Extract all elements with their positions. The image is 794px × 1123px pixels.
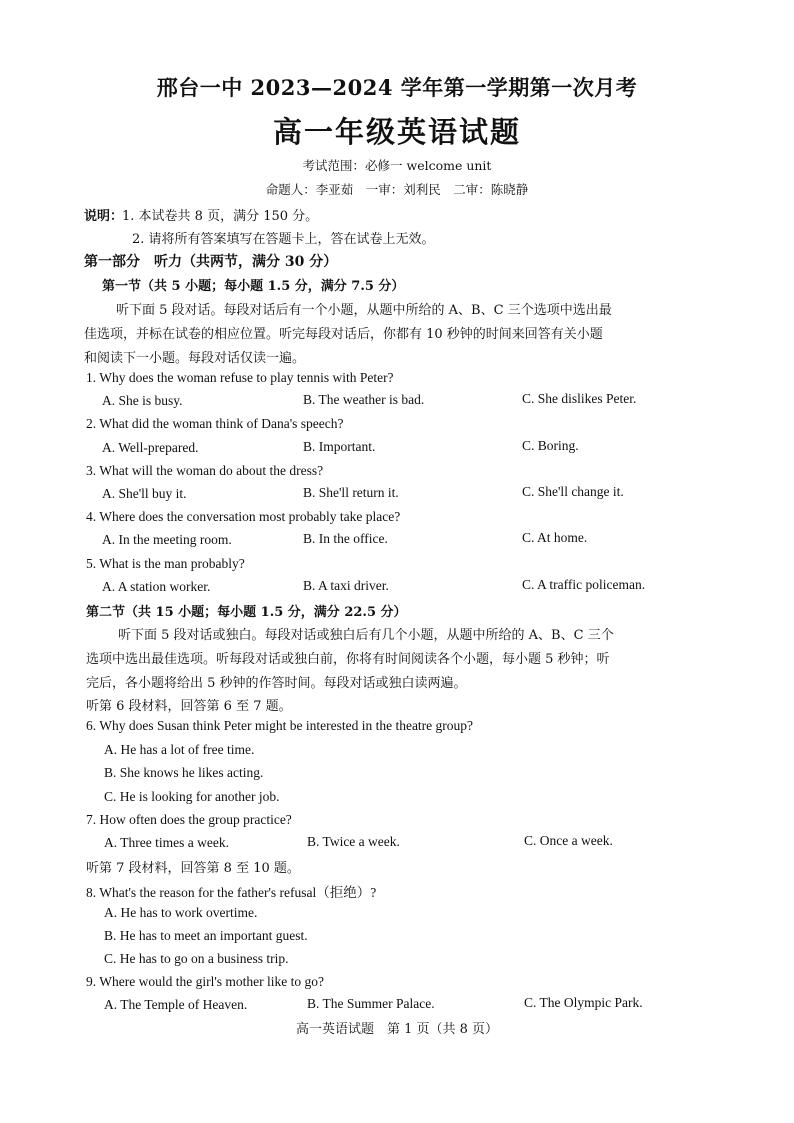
q2-option-b: B. Important.: [303, 439, 376, 454]
q5-option-a: A. A station worker.: [102, 579, 211, 594]
q1-option-a: A. She is busy.: [102, 393, 183, 408]
question-1: 1. Why does the woman refuse to play tennis with Peter?: [86, 370, 394, 385]
notes-label: 说明：: [84, 209, 124, 224]
q1-option-c: C. She dislikes Peter.: [522, 391, 637, 406]
section2-instruction-1: 听下面 5 段对话或独白。每段对话或独白后有几个小题，从题中所给的 A、B、C 三个: [118, 628, 614, 643]
q4-option-a: A. In the meeting room.: [102, 532, 232, 547]
q8-option-a: A. He has to work overtime.: [104, 905, 258, 920]
q9-option-c: C. The Olympic Park.: [524, 995, 643, 1010]
q2-option-a: A. Well-prepared.: [102, 440, 199, 455]
section2-title: 第二节（共 15 小题；每小题 1.5 分，满分 22.5 分）: [86, 605, 407, 620]
q3-option-b: B. She'll return it.: [303, 485, 399, 500]
page-footer: 高一英语试题 第 1 页（共 8 页）: [295, 1022, 499, 1037]
q5-option-c: C. A traffic policeman.: [522, 577, 646, 592]
q9-option-a: A. The Temple of Heaven.: [104, 997, 248, 1012]
q3-option-a: A. She'll buy it.: [102, 486, 187, 501]
material-7-note: 听第 7 段材料，回答第 8 至 10 题。: [86, 861, 300, 876]
subject-title: 高一年级英语试题: [272, 115, 521, 149]
q9-option-b: B. The Summer Palace.: [307, 996, 435, 1011]
part1-title: 第一部分 听力（共两节，满分 30 分）: [84, 254, 338, 270]
question-3: 3. What will the woman do about the dress?: [86, 463, 324, 478]
section2-instruction-2: 选项中选出最佳选项。听每段对话或独白前，你将有时间阅读各个小题，每小题 5 秒钟；听: [86, 652, 610, 667]
q3-option-c: C. She'll change it.: [522, 484, 624, 499]
question-5: 5. What is the man probably?: [86, 556, 245, 571]
q1-option-b: B. The weather is bad.: [303, 392, 425, 407]
note-2: 2. 请将所有答案填写在答题卡上，答在试卷上无效。: [132, 232, 435, 247]
q7-option-a: A. Three times a week.: [104, 835, 229, 850]
q7-option-c: C. Once a week.: [524, 833, 613, 848]
material-6-note: 听第 6 段材料，回答第 6 至 7 题。: [86, 699, 292, 714]
q5-option-b: B. A taxi driver.: [303, 578, 389, 593]
q8-option-c: C. He has to go on a business trip.: [104, 951, 289, 966]
q6-option-a: A. He has a lot of free time.: [104, 742, 255, 757]
question-7: 7. How often does the group practice?: [86, 812, 292, 827]
section1-instruction-2: 佳选项，并标在试卷的相应位置。听完每段对话后，你都有 10 秒钟的时间来回答有关小题: [84, 327, 603, 342]
question-2: 2. What did the woman think of Dana's speech?: [86, 416, 344, 431]
section1-instruction-3: 和阅读下一小题。每段对话仅读一遍。: [84, 351, 306, 366]
q8-option-b: B. He has to meet an important guest.: [104, 928, 308, 943]
q4-option-c: C. At home.: [522, 530, 588, 545]
exam-authors: 命题人：李亚茹 一审：刘利民 二审：陈晓静: [265, 182, 529, 197]
section1-instruction-1: 听下面 5 段对话。每段对话后有一个小题，从题中所给的 A、B、C 三个选项中选出最: [116, 303, 612, 318]
question-6: 6. Why does Susan think Peter might be interested in the theatre group?: [86, 718, 474, 733]
q4-option-b: B. In the office.: [303, 531, 388, 546]
q6-option-c: C. He is looking for another job.: [104, 789, 280, 804]
exam-title: 邢台一中 2023—2024 学年第一学期第一次月考: [156, 75, 638, 100]
q7-option-b: B. Twice a week.: [307, 834, 400, 849]
q2-option-c: C. Boring.: [522, 438, 579, 453]
question-4: 4. Where does the conversation most probably take place?: [86, 509, 401, 524]
question-9: 9. Where would the girl's mother like to go?: [86, 974, 325, 989]
question-8: 8. What's the reason for the father's refusal（拒绝）?: [86, 885, 377, 900]
exam-scope: 考试范围：必修一 welcome unit: [302, 158, 492, 173]
section2-instruction-3: 完后，各小题将给出 5 秒钟的作答时间。每段对话或独白读两遍。: [86, 676, 467, 691]
section1-title: 第一节（共 5 小题；每小题 1.5 分，满分 7.5 分）: [102, 279, 405, 294]
q6-option-b: B. She knows he likes acting.: [104, 765, 264, 780]
note-1: 1. 本试卷共 8 页，满分 150 分。: [122, 209, 319, 224]
